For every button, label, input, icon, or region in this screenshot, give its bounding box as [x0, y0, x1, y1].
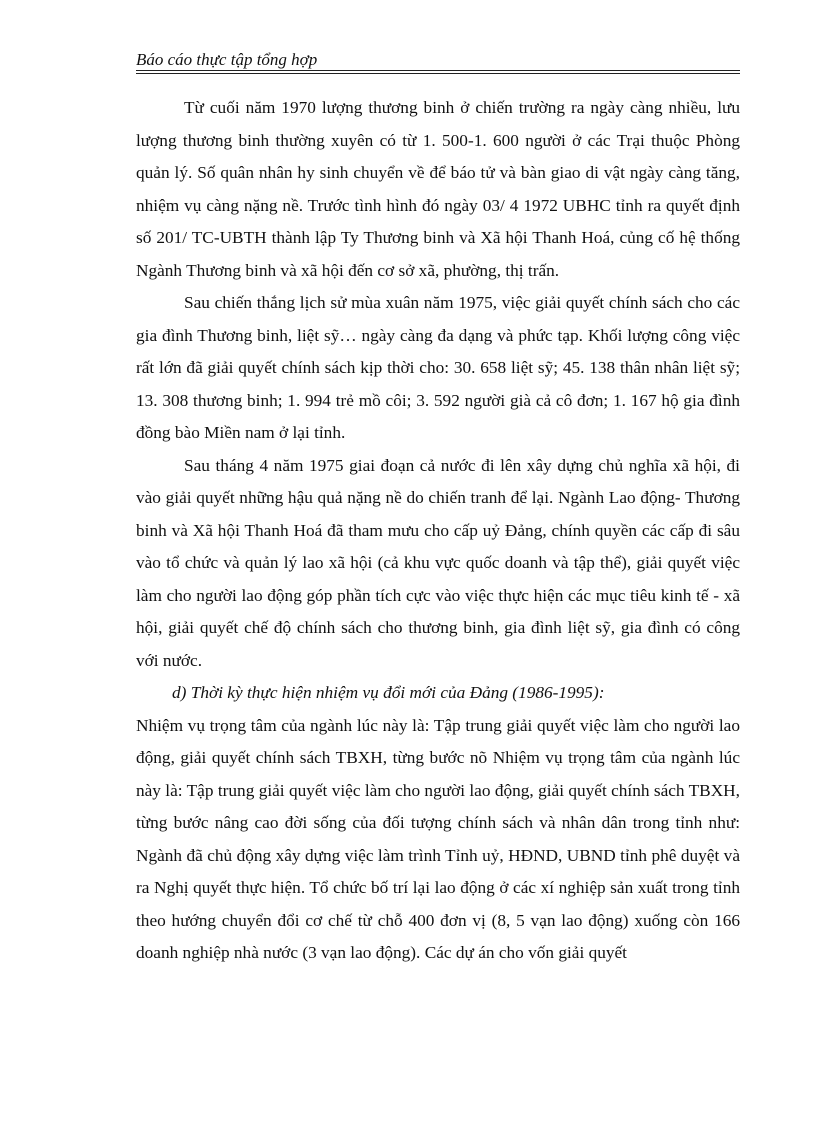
paragraph-3: Sau tháng 4 năm 1975 giai đoạn cả nước đi lên xây dựng chủ nghĩa xã hội, đi vào giải quyết những hậu quả nặng nề do chiến tranh để lại. Ngành Lao động- Thương binh và Xã hội Thanh Hoá đã tham mưu cho cấp uỷ Đảng, chính quyền các cấp đi sâu vào tổ chức và quản lý lao xã hội (cả khu vực quốc doanh và tập thể), giải quyết việc làm cho người lao động góp phần tích cực vào việc thực hiện các mục tiêu kinh tế - xã hội, giải quyết chế độ chính sách cho thương binh, gia đình liệt sỹ, gia đình có công với nước. [136, 455, 740, 670]
paragraph-1: Từ cuối năm 1970 lượng thương binh ở chiến trường ra ngày càng nhiều, lưu lượng thương binh thường xuyên có từ 1. 500-1. 600 người ở các Trại thuộc Phòng quản lý. Số quân nhân hy sinh chuyển về để báo tử và bàn giao di vật ngày càng tăng, nhiệm vụ càng nặng nề. Trước tình hình đó ngày 03/ 4 1972 UBHC tỉnh ra quyết định số 201/ TC-UBTH thành lập Ty Thương binh và Xã hội Thanh Hoá, củng cố hệ thống Ngành Thương binh và xã hội đến cơ sở xã, phường, thị trấn. [136, 98, 740, 280]
header-rule-secondary [136, 73, 740, 74]
section-paragraph: Nhiệm vụ trọng tâm của ngành lúc này là: Tập trung giải quyết việc làm cho người lao động, giải quyết chính sách TBXH, từng bước nõ Nhiệm vụ trọng tâm của ngành lúc này là: Tập trung giải quyết việc làm cho người lao động, giải quyết chính sách TBXH, từng bước nâng cao đời sống của đối tượng chính sách và nhân dân trong tỉnh như: Ngành đã chủ động xây dựng việc làm trình Tỉnh uỷ, HĐND, UBND tỉnh phê duyệt và ra Nghị quyết thực hiện. Tổ chức bố trí lại lao động ở các xí nghiệp sản xuất trong tỉnh theo hướng chuyển đổi cơ chế từ chỗ 400 đơn vị (8, 5 vạn lao động) xuống còn 166 doanh nghiệp nhà nước (3 vạn lao động). Các dự án cho vốn giải quyết [136, 715, 740, 962]
header-title: Báo cáo thực tập tổng hợp [136, 50, 318, 69]
section-heading: d) Thời kỳ thực hiện nhiệm vụ đổi mới của Đảng (1986-1995): [172, 683, 605, 702]
header-rule [136, 70, 740, 71]
paragraph-2: Sau chiến thắng lịch sử mùa xuân năm 1975, việc giải quyết chính sách cho các gia đình Thương binh, liệt sỹ… ngày càng đa dạng và phức tạp. Khối lượng công việc rất lớn đã giải quyết chính sách kịp thời cho: 30. 658 liệt sỹ; 45. 138 thân nhân liệt sỹ; 13. 308 thương binh; 1. 994 trẻ mồ côi; 3. 592 người già cả cô đơn; 1. 167 hộ gia đình đồng bào Miền nam ở lại tỉnh. [136, 293, 740, 442]
page-header [136, 48, 740, 72]
body-text [136, 92, 740, 970]
